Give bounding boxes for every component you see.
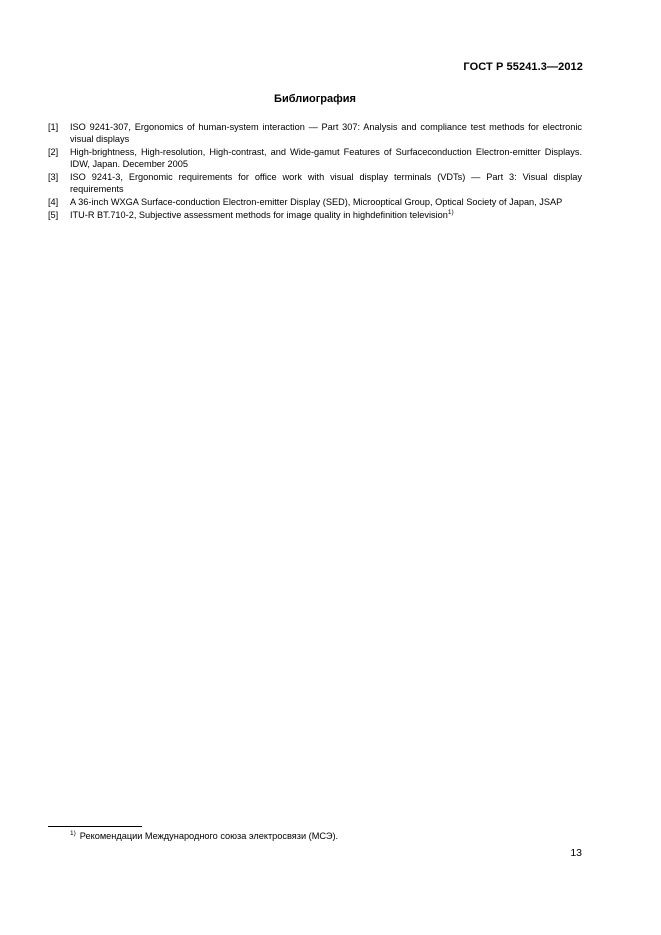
footnote <box>70 830 338 842</box>
bibliography-item-citation: A 36-inch WXGA Surface-conduction Electron-emitter Display (SED), Microoptical Group, Optical Society of Japan, JSAP <box>70 197 563 207</box>
document-code-header: ГОСТ Р 55241.3—2012 <box>463 61 583 73</box>
bibliography-item-text <box>70 196 582 208</box>
bibliography-item-citation: High-brightness, High-resolution, High-contrast, and Wide-gamut Features of Surfaceconduction Electron-emitter Displays. IDW, Japan. December 2005 <box>70 147 582 169</box>
bibliography-item-text <box>70 171 582 195</box>
bibliography-list <box>48 121 582 222</box>
bibliography-item-text <box>70 209 582 221</box>
section-title: Библиография <box>274 93 356 105</box>
bibliography-item-text <box>70 121 582 145</box>
bibliography-item <box>48 171 582 195</box>
bibliography-item-number: [1] <box>48 122 59 132</box>
bibliography-item-citation: ITU-R BT.710-2, Subjective assessment methods for image quality in highdefinition television <box>70 210 448 220</box>
bibliography-item <box>48 146 582 170</box>
bibliography-item <box>48 209 582 221</box>
footnote-reference[interactable]: 1) <box>447 209 454 216</box>
bibliography-item-citation: ISO 9241-3, Ergonomic requirements for office work with visual display terminals (VDTs) — Part 3: Visual display requirements <box>70 172 582 194</box>
bibliography-item-citation: ISO 9241-307, Ergonomics of human-system interaction — Part 307: Analysis and compliance test methods for electronic visual displays <box>70 122 582 144</box>
page-number: 13 <box>570 847 582 859</box>
footnote-separator <box>48 826 142 827</box>
footnote-text: Рекомендации Международного союза электросвязи (МСЭ). <box>79 831 339 841</box>
bibliography-item <box>48 121 582 145</box>
bibliography-item <box>48 196 582 208</box>
footnote-marker: 1) <box>70 830 76 837</box>
bibliography-item-text <box>70 146 582 170</box>
bibliography-item-number: [5] <box>48 210 59 220</box>
bibliography-item-number: [2] <box>48 147 59 157</box>
bibliography-item-number: [4] <box>48 197 59 207</box>
bibliography-item-number: [3] <box>48 172 59 182</box>
